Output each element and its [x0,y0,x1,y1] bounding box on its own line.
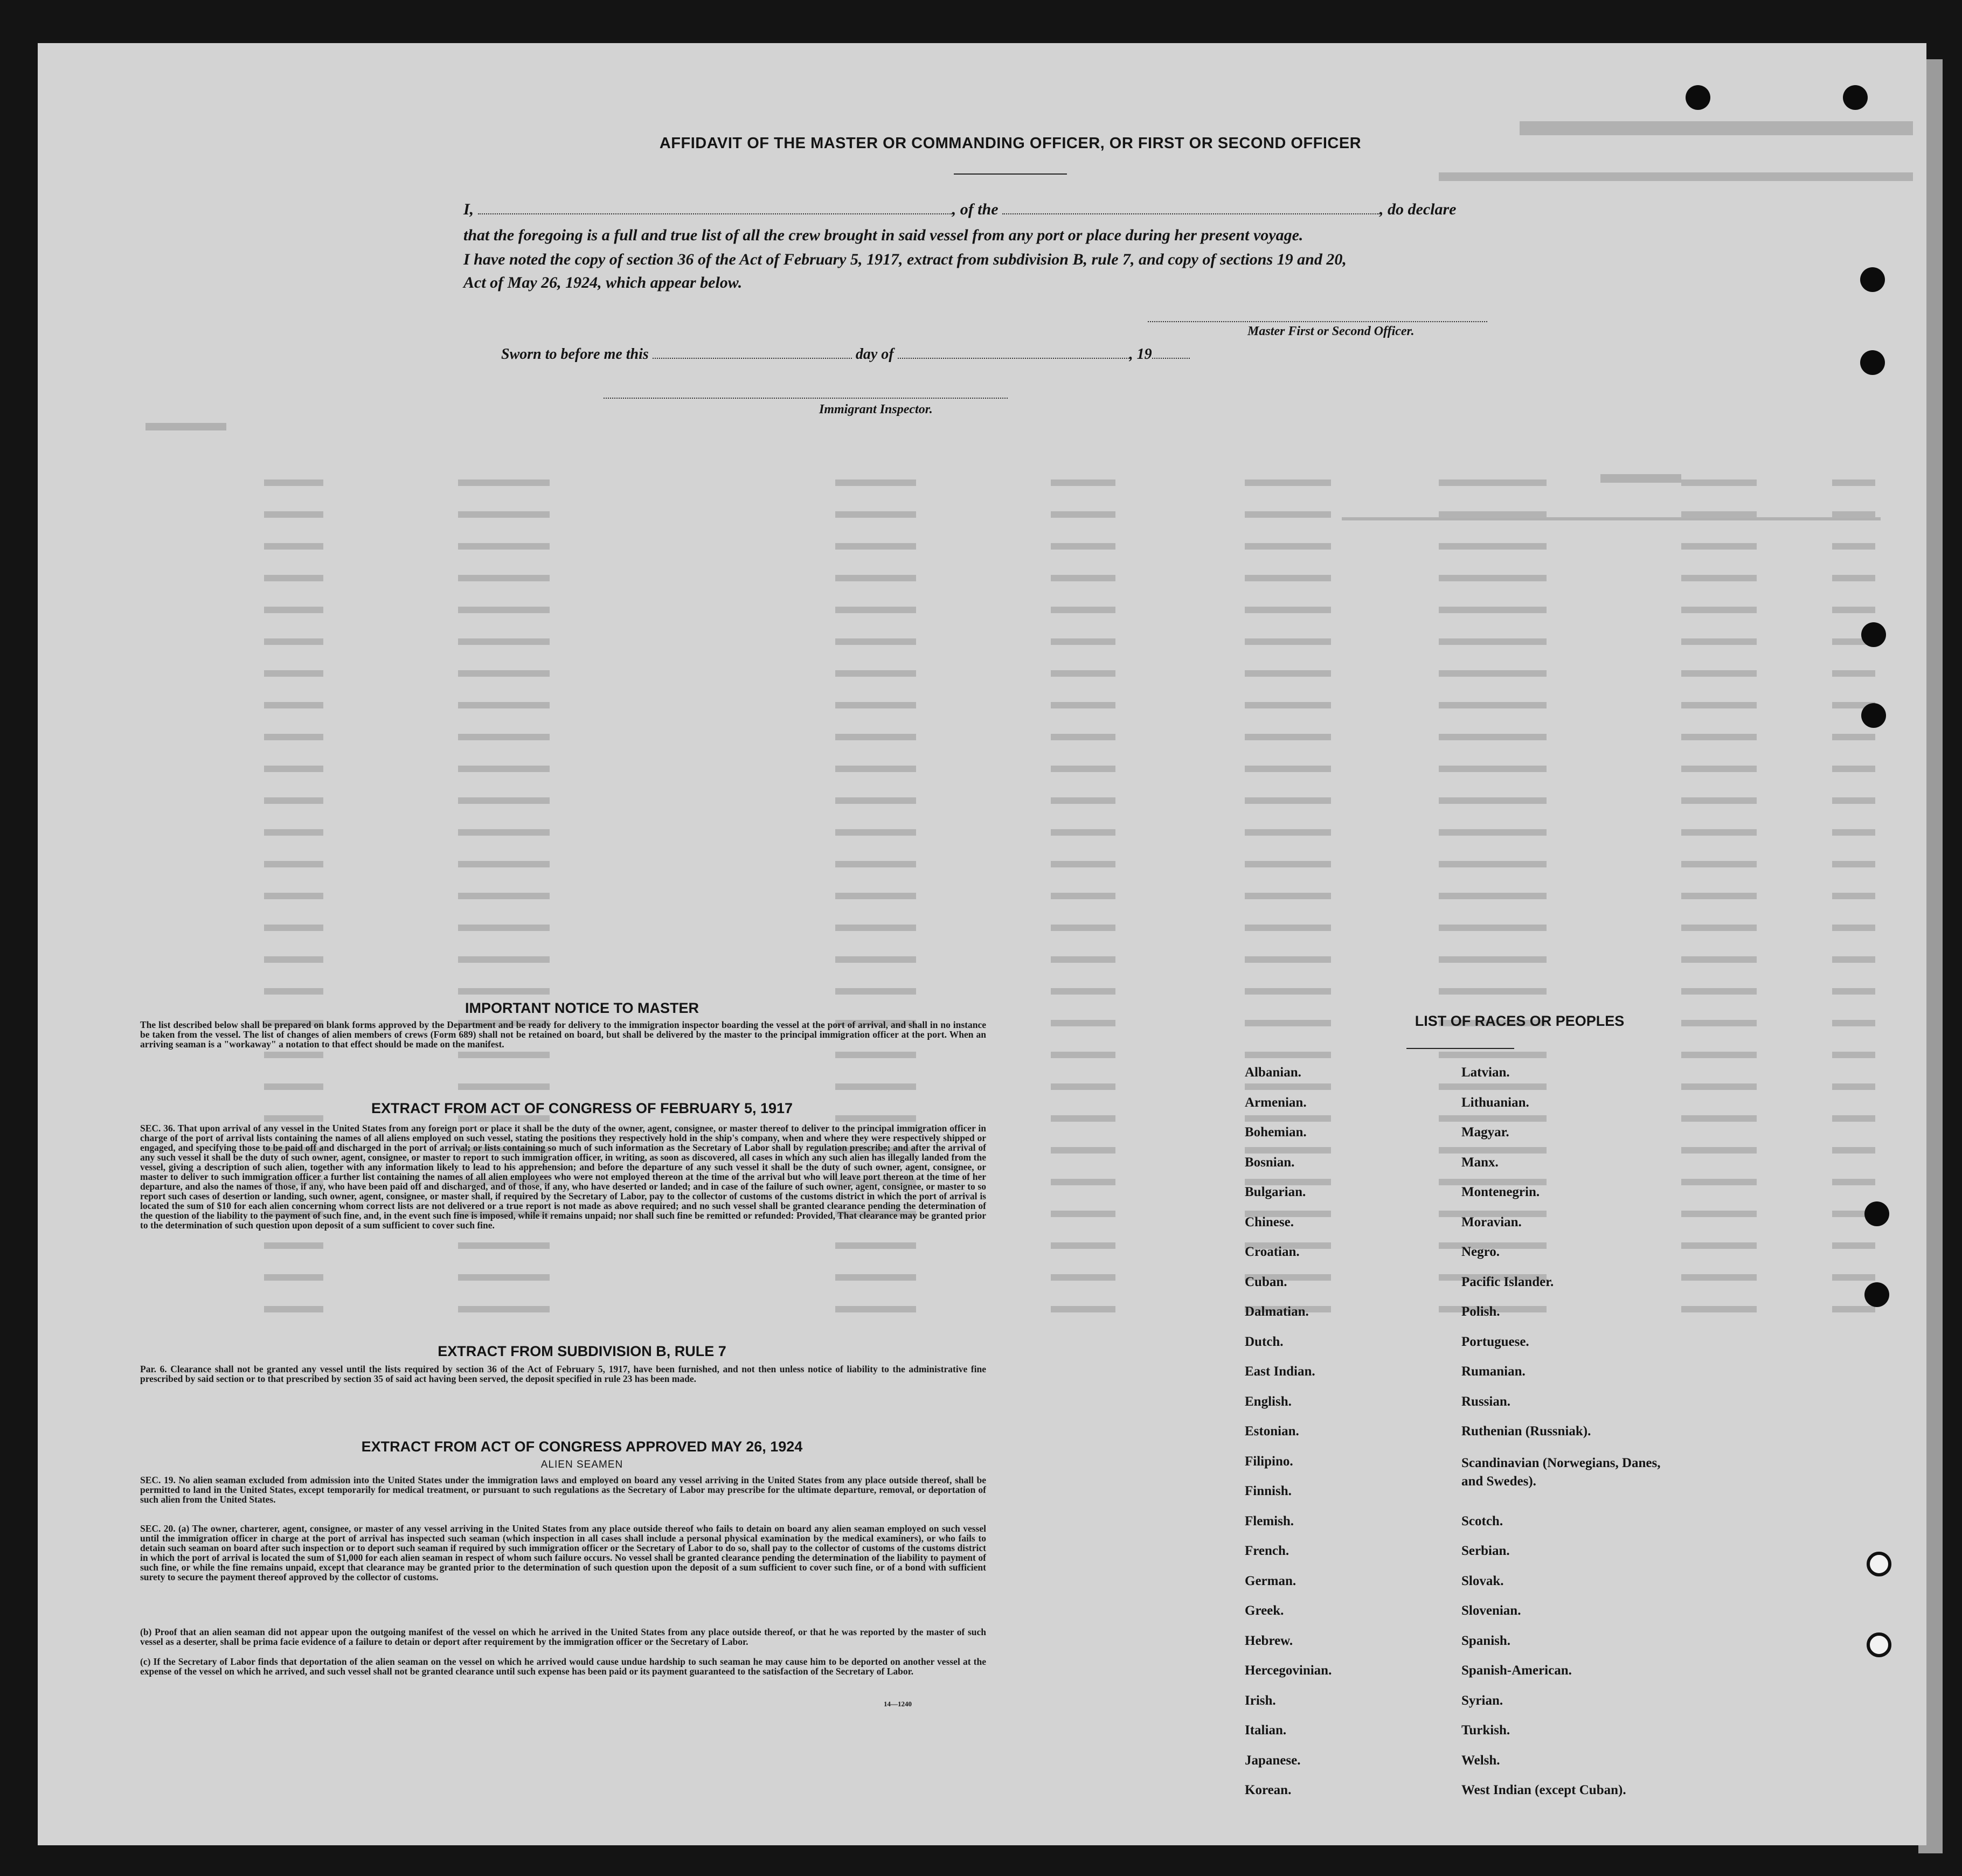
bleed-through-mark [1832,1306,1875,1312]
race-item: Magyar. [1461,1125,1509,1140]
bleed-through-mark [264,638,323,645]
bleed-through-mark [1681,956,1757,963]
bleed-through-mark [458,1052,550,1058]
bleed-through-mark [458,1242,550,1249]
race-item: Greek. [1245,1603,1284,1618]
bleed-through-mark [1051,829,1115,836]
race-item: Chinese. [1245,1214,1294,1229]
bleed-through-mark [1681,1083,1757,1090]
bleed-through-mark [1051,1242,1115,1249]
bleed-through-mark [1832,988,1875,995]
bleed-through-mark [264,1083,323,1090]
race-item: Moravian. [1461,1214,1522,1229]
bleed-through-mark [1245,988,1331,995]
bleed-through-mark [264,1274,323,1281]
bleed-through-mark [264,861,323,867]
bleed-through-mark [835,893,916,899]
bleed-through-mark [1832,1274,1875,1281]
binder-hole [1861,703,1886,728]
notice-text: The list described below shall be prepared on blank forms approved by the Department and be ready for delivery to the immigration inspector boarding the vessel at the port of arrival, and shall in no instance be taken from the vessel. The list of changes of alien members of crews (Form 689) shall not be retained on board, but shall be delivered by the master to the principal immigration officer at the port. When an arriving seaman is a "workaway" a notation to that effect should be made on the manifest. [140,1019,986,1050]
bleed-through-mark [1245,638,1331,645]
bleed-through-mark [1051,1115,1115,1122]
bleed-through-mark [1832,797,1875,804]
bleed-through-mark [264,925,323,931]
bleed-through-mark [1832,956,1875,963]
vessel-name-field[interactable] [1002,202,1379,214]
race-item: Hebrew. [1245,1633,1293,1648]
bleed-through-mark [835,925,916,931]
bleed-through-mark [458,607,550,613]
bleed-through-mark [264,893,323,899]
binder-hole [1864,1282,1889,1307]
extract-1917-title: EXTRACT FROM ACT OF CONGRESS OF FEBRUARY 5, 1917 [371,1100,793,1116]
bleed-through-mark [1051,702,1115,708]
officer-name-field[interactable] [478,202,952,214]
binder-hole [1864,1201,1889,1226]
bleed-through-mark [1832,1179,1875,1185]
race-item: Scotch. [1461,1513,1503,1528]
bleed-through-mark [1681,1306,1757,1312]
bleed-through-mark [1832,1083,1875,1090]
bleed-through-mark [458,670,550,677]
bleed-through-mark [1832,1052,1875,1058]
binder-hole [1861,622,1886,647]
bleed-through-mark [1439,734,1547,740]
bleed-through-mark [835,511,916,518]
bleed-through-mark [1681,925,1757,931]
bleed-through-mark [264,607,323,613]
bleed-through-mark [264,1052,323,1058]
bleed-through-mark [1439,988,1547,995]
sworn-year-field[interactable] [1152,346,1190,359]
bleed-through-mark [1051,1147,1115,1154]
bleed-through-mark [1832,1020,1875,1026]
race-item: Cuban. [1245,1274,1287,1289]
binder-hole [1860,267,1885,292]
bleed-through-mark [1051,543,1115,550]
bleed-through-mark [264,734,323,740]
bleed-through-mark [1051,607,1115,613]
bleed-through-mark [264,766,323,772]
bleed-through-mark [1681,575,1757,581]
bleed-through-mark [835,1052,916,1058]
inspector-label: Immigrant Inspector. [819,402,933,416]
bleed-through-mark [1439,575,1547,581]
bleed-through-mark [1051,766,1115,772]
bleed-through-mark [1439,670,1547,677]
race-item: West Indian (except Cuban). [1461,1783,1626,1797]
bleed-through-mark [1681,861,1757,867]
bleed-through-mark [1681,734,1757,740]
bleed-through-mark [835,575,916,581]
race-item: Estonian. [1245,1424,1299,1439]
extract-1924-subtitle: ALIEN SEAMEN [540,1459,623,1470]
bleed-through-mark [1245,893,1331,899]
bleed-through-mark [1439,511,1547,518]
bleed-through-mark [1051,1211,1115,1217]
race-item: Russian. [1461,1394,1511,1409]
race-item: English. [1245,1394,1292,1409]
race-item: Albanian. [1245,1065,1301,1080]
race-item: Slovak. [1461,1573,1504,1588]
bleed-through-mark [1245,925,1331,931]
bleed-through-mark [1245,956,1331,963]
races-list-left [1245,1065,1332,1813]
race-item: Bohemian. [1245,1125,1307,1140]
bleed-through-mark [1439,638,1547,645]
bleed-through-mark [835,702,916,708]
bleed-through-mark [264,1306,323,1312]
bleed-through-mark [1832,1242,1875,1249]
bleed-through-mark [1439,861,1547,867]
bleed-through-mark [1832,893,1875,899]
race-item: Negro. [1461,1245,1500,1259]
bleed-through-mark [458,797,550,804]
affidavit-do-declare-label: , do declare [1379,200,1457,218]
bleed-through-mark [1051,861,1115,867]
bleed-through-mark [1681,1274,1757,1281]
bleed-through-mark [1439,829,1547,836]
bleed-through-mark [458,1306,550,1312]
bleed-through-mark [1439,480,1547,486]
bleed-through-mark [1245,861,1331,867]
bleed-through-mark [1245,511,1331,518]
bleed-through-mark [835,638,916,645]
bleed-through-mark [1051,734,1115,740]
master-signature-line[interactable] [1148,321,1487,322]
affidavit-title: AFFIDAVIT OF THE MASTER OR COMMANDING OFFICER, OR FIRST OR SECOND OFFICER [659,135,1362,152]
extract-1924-sec20c: (c) If the Secretary of Labor finds that deportation of the alien seaman on the vessel on which he arrived would cause undue hardship to such seaman he may cause him to be deported on another vessel at the expense of the vessel on which he arrived, and such vessel shall not be granted clearance until such expense has been paid or its payment guaranteed to the satisfaction of the Secretary of Labor. [140,1656,986,1677]
race-item: East Indian. [1245,1364,1315,1379]
bleed-through-mark [1051,1020,1115,1026]
bleed-through-mark [835,480,916,486]
affidavit-of-the-label: , of the [952,200,999,218]
bleed-through-mark [1681,829,1757,836]
manifest-back-page [38,43,1926,1845]
bleed-through-mark [835,956,916,963]
race-item: Finnish. [1245,1484,1292,1498]
bleed-through-mark [458,766,550,772]
bleed-through-mark [1681,702,1757,708]
race-item: Scandinavian (Norwegians, Danes, and Swedes). [1461,1455,1661,1489]
bleed-through-mark [1245,734,1331,740]
bleed-through-mark [1832,480,1875,486]
extract-1924-title: EXTRACT FROM ACT OF CONGRESS APPROVED MAY 26, 1924 [361,1439,803,1455]
bleed-through-mark [458,829,550,836]
year-label: , 19 [1129,346,1152,363]
bleed-through-mark [835,1274,916,1281]
bleed-through-mark [1051,1052,1115,1058]
race-item: Lithuanian. [1461,1095,1529,1110]
bleed-through-mark [1681,670,1757,677]
bleed-through-mark [1832,734,1875,740]
bleed-through-mark [1681,1052,1757,1058]
bleed-through-mark [1245,607,1331,613]
bleed-through-mark [1681,1211,1757,1217]
race-item: Slovenian. [1461,1603,1521,1618]
bleed-through-mark [1051,670,1115,677]
sworn-month-field[interactable] [898,346,1129,359]
binder-hole [1867,1552,1891,1576]
bleed-through-mark [264,956,323,963]
bleed-through-mark [835,988,916,995]
race-item: Croatian. [1245,1245,1300,1259]
bleed-through-mark [1051,893,1115,899]
bleed-through-mark [458,988,550,995]
bleed-through-mark [1681,893,1757,899]
bleed-through-mark [1832,575,1875,581]
bleed-through-mark [1832,1147,1875,1154]
bleed-through-mark [264,797,323,804]
bleed-through-mark [1051,956,1115,963]
race-item: Filipino. [1245,1454,1293,1469]
race-item: Pacific Islander. [1461,1274,1554,1289]
races-title: LIST OF RACES OR PEOPLES [1415,1013,1625,1029]
bleed-through-mark [1245,1052,1331,1058]
race-item: Syrian. [1461,1693,1503,1708]
binder-hole [1843,85,1868,110]
bleed-through-mark [1439,1052,1547,1058]
race-item: Flemish. [1245,1513,1294,1528]
bleed-through-mark [1051,575,1115,581]
race-item: Ruthenian (Russniak). [1461,1424,1591,1439]
bleed-through-mark [835,1306,916,1312]
bleed-through-mark [1439,893,1547,899]
bleed-through-mark [1681,1179,1757,1185]
race-item: German. [1245,1573,1297,1588]
bleed-through-mark [264,1242,323,1249]
bleed-through-mark [1832,543,1875,550]
bleed-through-mark [1051,511,1115,518]
bleed-through-mark [1439,925,1547,931]
bleed-through-mark [1051,1179,1115,1185]
race-item: Bosnian. [1245,1155,1295,1170]
bleed-through-mark [458,543,550,550]
race-item: Serbian. [1461,1544,1510,1558]
bleed-through-mark [1832,925,1875,931]
master-signature-label: Master First or Second Officer. [1247,324,1415,338]
bleed-through-mark [835,543,916,550]
bleed-through-mark [264,543,323,550]
notice-title: IMPORTANT NOTICE TO MASTER [465,1000,699,1016]
bleed-through-mark [458,1083,550,1090]
bleed-through-mark [458,575,550,581]
bleed-through-mark [458,1274,550,1281]
race-item: Bulgarian. [1245,1185,1306,1199]
bleed-through-mark [1245,575,1331,581]
bleed-through-mark [1051,925,1115,931]
bleed-through-mark [458,893,550,899]
bleed-through-mark [835,766,916,772]
bleed-through-mark [1245,829,1331,836]
bleed-through-mark [1439,956,1547,963]
bleed-through-mark [458,734,550,740]
bleed-through-mark [1439,702,1547,708]
affidavit-declaration-line [463,200,1456,219]
affidavit-line-2: that the foregoing is a full and true list of all the crew brought in said vessel from any port or place during her present voyage. [463,226,1304,244]
bleed-through-mark [1245,702,1331,708]
bleed-through-mark [1051,480,1115,486]
bleed-through-mark [1051,1306,1115,1312]
race-item: Hercegovinian. [1245,1663,1332,1678]
bleed-through-mark [458,702,550,708]
extract-1924-sec19: SEC. 19. No alien seaman excluded from admission into the United States under the immigration laws and employed on board any vessel arriving in the United States from any place outside thereof, shall be permitted to land in the United States, except temporarily for medical treatment, or pursuant to such regulations as the Secretary of Labor may prescribe for the ultimate departure, removal, or deportation of such alien from the United States. [140,1475,986,1505]
bleed-through-mark [1681,638,1757,645]
extract-rule7-title: EXTRACT FROM SUBDIVISION B, RULE 7 [438,1343,726,1359]
bleed-through-mark [1681,480,1757,486]
sworn-line [501,346,1190,363]
affidavit-i-label: I, [463,200,474,218]
bleed-through-mark [1681,1242,1757,1249]
extract-1924-sec20a: SEC. 20. (a) The owner, charterer, agent, consignee, or master of any vessel arriving in the United States from any place outside thereof who fails to detain on board any alien seaman employed on such vessel until the immigration officer in charge at the port of arrival has inspected such seaman (which inspection in all cases shall include a personal physical examination by the medical examiners), or who fails to detain such seaman on board after such inspection or to deport such seaman if required by such immigration officer or the Secretary of Labor to do so, shall pay to the collector of customs of the customs district in which the port of arrival is located the sum of $1,000 for each alien seaman in respect of whom such failure occurs. No vessel shall be granted clearance pending the determination of the liability to payment of such fine, or while the fine remains unpaid, except that clearance may be granted prior to the determination of such question upon the deposit of a sum sufficient to cover such fine, or of a bond with sufficient surety to secure the payment thereof approved by the collector of customs. [140,1523,986,1582]
bleed-through-mark [458,480,550,486]
binder-hole [1860,350,1885,375]
bleed-through-mark [835,734,916,740]
bleed-through-mark [1245,670,1331,677]
bleed-through-mark [1681,1147,1757,1154]
race-item: Italian. [1245,1723,1287,1738]
race-item: Spanish-American. [1461,1663,1572,1678]
race-item: Armenian. [1245,1095,1307,1110]
bleed-through-mark [458,861,550,867]
bleed-through-mark [264,829,323,836]
bleed-through-mark [1681,607,1757,613]
bleed-through-mark [1832,670,1875,677]
bleed-through-mark [1245,797,1331,804]
bleed-through-mark [835,861,916,867]
race-item: Korean. [1245,1783,1292,1797]
race-item: Rumanian. [1461,1364,1526,1379]
affidavit-line-3: I have noted the copy of section 36 of the Act of February 5, 1917, extract from subdivision B, rule 7, and copy of sections 19 and 20, [463,251,1347,268]
race-item: Portuguese. [1461,1334,1529,1349]
races-title-rule [1406,1048,1514,1049]
bleed-through-mark [1832,511,1875,518]
bleed-through-mark [264,575,323,581]
bleed-through-mark [264,511,323,518]
affidavit-title-rule [954,173,1067,175]
bleed-through-mark [1832,861,1875,867]
bleed-through-mark [264,702,323,708]
bleed-through-mark [458,956,550,963]
bleed-through-mark [1051,638,1115,645]
bleed-through-mark [1439,766,1547,772]
bleed-through-mark [1681,543,1757,550]
race-item: Irish. [1245,1693,1276,1708]
bleed-through-mark [1439,607,1547,613]
affidavit-line-4: Act of May 26, 1924, which appear below. [463,274,743,291]
form-number: 14—1240 [884,1700,912,1708]
race-item: French. [1245,1544,1289,1558]
bleed-through-mark [835,797,916,804]
binder-hole [1686,85,1710,110]
sworn-day-field[interactable] [653,346,852,359]
bleed-through-mark [1439,797,1547,804]
bleed-through-mark [1051,1083,1115,1090]
race-item: Manx. [1461,1155,1499,1170]
bleed-through-mark [1832,829,1875,836]
race-item: Dalmatian. [1245,1304,1309,1319]
races-list-right [1461,1065,1666,1813]
bleed-through-mark [1051,797,1115,804]
bleed-through-mark [458,638,550,645]
bleed-through-mark [264,988,323,995]
race-item: Turkish. [1461,1723,1510,1738]
race-item: Montenegrin. [1461,1185,1540,1199]
bleed-through-mark [835,1242,916,1249]
race-item: Latvian. [1461,1065,1510,1080]
bleed-through-mark [1051,988,1115,995]
bleed-through-mark [1681,766,1757,772]
bleed-through-mark [1832,1115,1875,1122]
race-item: Dutch. [1245,1334,1284,1349]
bleed-through-mark [835,607,916,613]
bleed-through-mark [1681,511,1757,518]
extract-rule7-text: Par. 6. Clearance shall not be granted any vessel until the lists required by section 36 of the Act of February 5, 1917, have been furnished, and not then unless notice of liability to the administrative fine prescribed by said section or to that prescribed by section 35 of said act having been served, the deposit specified in rule 23 has been made. [140,1364,986,1384]
bleed-through-mark [1832,766,1875,772]
race-item: Polish. [1461,1304,1500,1319]
bleed-through-mark [1832,607,1875,613]
bleed-through-mark [264,480,323,486]
sworn-label: Sworn to before me this [501,346,649,363]
race-item: Welsh. [1461,1753,1500,1768]
race-item: Spanish. [1461,1633,1511,1648]
bleed-through-mark [1245,766,1331,772]
bleed-through-mark [458,511,550,518]
bleed-through-mark [1245,543,1331,550]
extract-1917-text: SEC. 36. That upon arrival of any vessel in the United States from any foreign port or place it shall be the duty of the owner, agent, consignee, or master thereof to deliver to the principal immigration officer in charge of the port of arrival lists containing the names of all aliens employed on such vessel, stating the positions they respectively hold in the ship's company, when and where they were respectively shipped or engaged, and specifying those to be paid off and discharged in the port of arrival; or lists containing so much of such information as the Secretary of Labor shall by regulation prescribe; and after the arrival of any such vessel it shall be the duty of such owner, agent, consignee, or master to report to such immigration officer, in writing, as soon as discovered, all cases in which any such alien has illegally landed from the vessel, giving a description of such alien, together with any information likely to lead to his apprehension; and before the departure of any such vessel it shall be the duty of such owner, agent, consignee, or master to deliver to such immigration officer a further list containing the names of all alien employees who were not employed thereon at the time of the arrival but who will leave port thereon at the time of her departure, and also the names of those, if any, who have been paid off and discharged, and of those, if any, who have deserted or landed; and in case of the failure of such owner, agent, consignee, or master to so report such cases of desertion or landing, such owner, agent, consignee, or master shall, if required by the Secretary of Labor, pay to the collector of customs of the customs district in which the port of arrival is located the sum of $10 for each alien concerning whom correct lists are not delivered or a true report is not made as above required; and no such vessel shall be granted clearance pending the determination of the question of the liability to the payment of such fine, and, in the event such fine is imposed, while it remains unpaid; nor shall such fine be remitted or refunded: Provided, That clearance may be granted prior to the determination of such question upon deposit of a sum sufficient to cover such fine. [140,1123,986,1231]
extract-1924-sec20b: (b) Proof that an alien seaman did not appear upon the outgoing manifest of the vessel on which he arrived in the United States from any place outside thereof, or that he was reported by the master of such vessel as a deserter, shall be prima facie evidence of a failure to detain or deport after requirement by the immigration officer or the Secretary of Labor. [140,1627,986,1647]
bleed-through-mark [1245,480,1331,486]
bleed-through-mark [835,1083,916,1090]
bleed-through-mark [1051,1274,1115,1281]
day-of-label: day of [855,346,894,363]
bleed-through-mark [1681,797,1757,804]
bleed-through-mark [1681,1115,1757,1122]
binder-hole [1867,1632,1891,1657]
bleed-through-mark [1439,543,1547,550]
bleed-through-mark [1681,988,1757,995]
bleed-through-mark [458,925,550,931]
inspector-signature-line[interactable] [604,398,1008,399]
race-item: Japanese. [1245,1753,1301,1768]
bleed-through-mark [264,670,323,677]
bleed-through-mark [835,670,916,677]
bleed-through-mark [835,829,916,836]
